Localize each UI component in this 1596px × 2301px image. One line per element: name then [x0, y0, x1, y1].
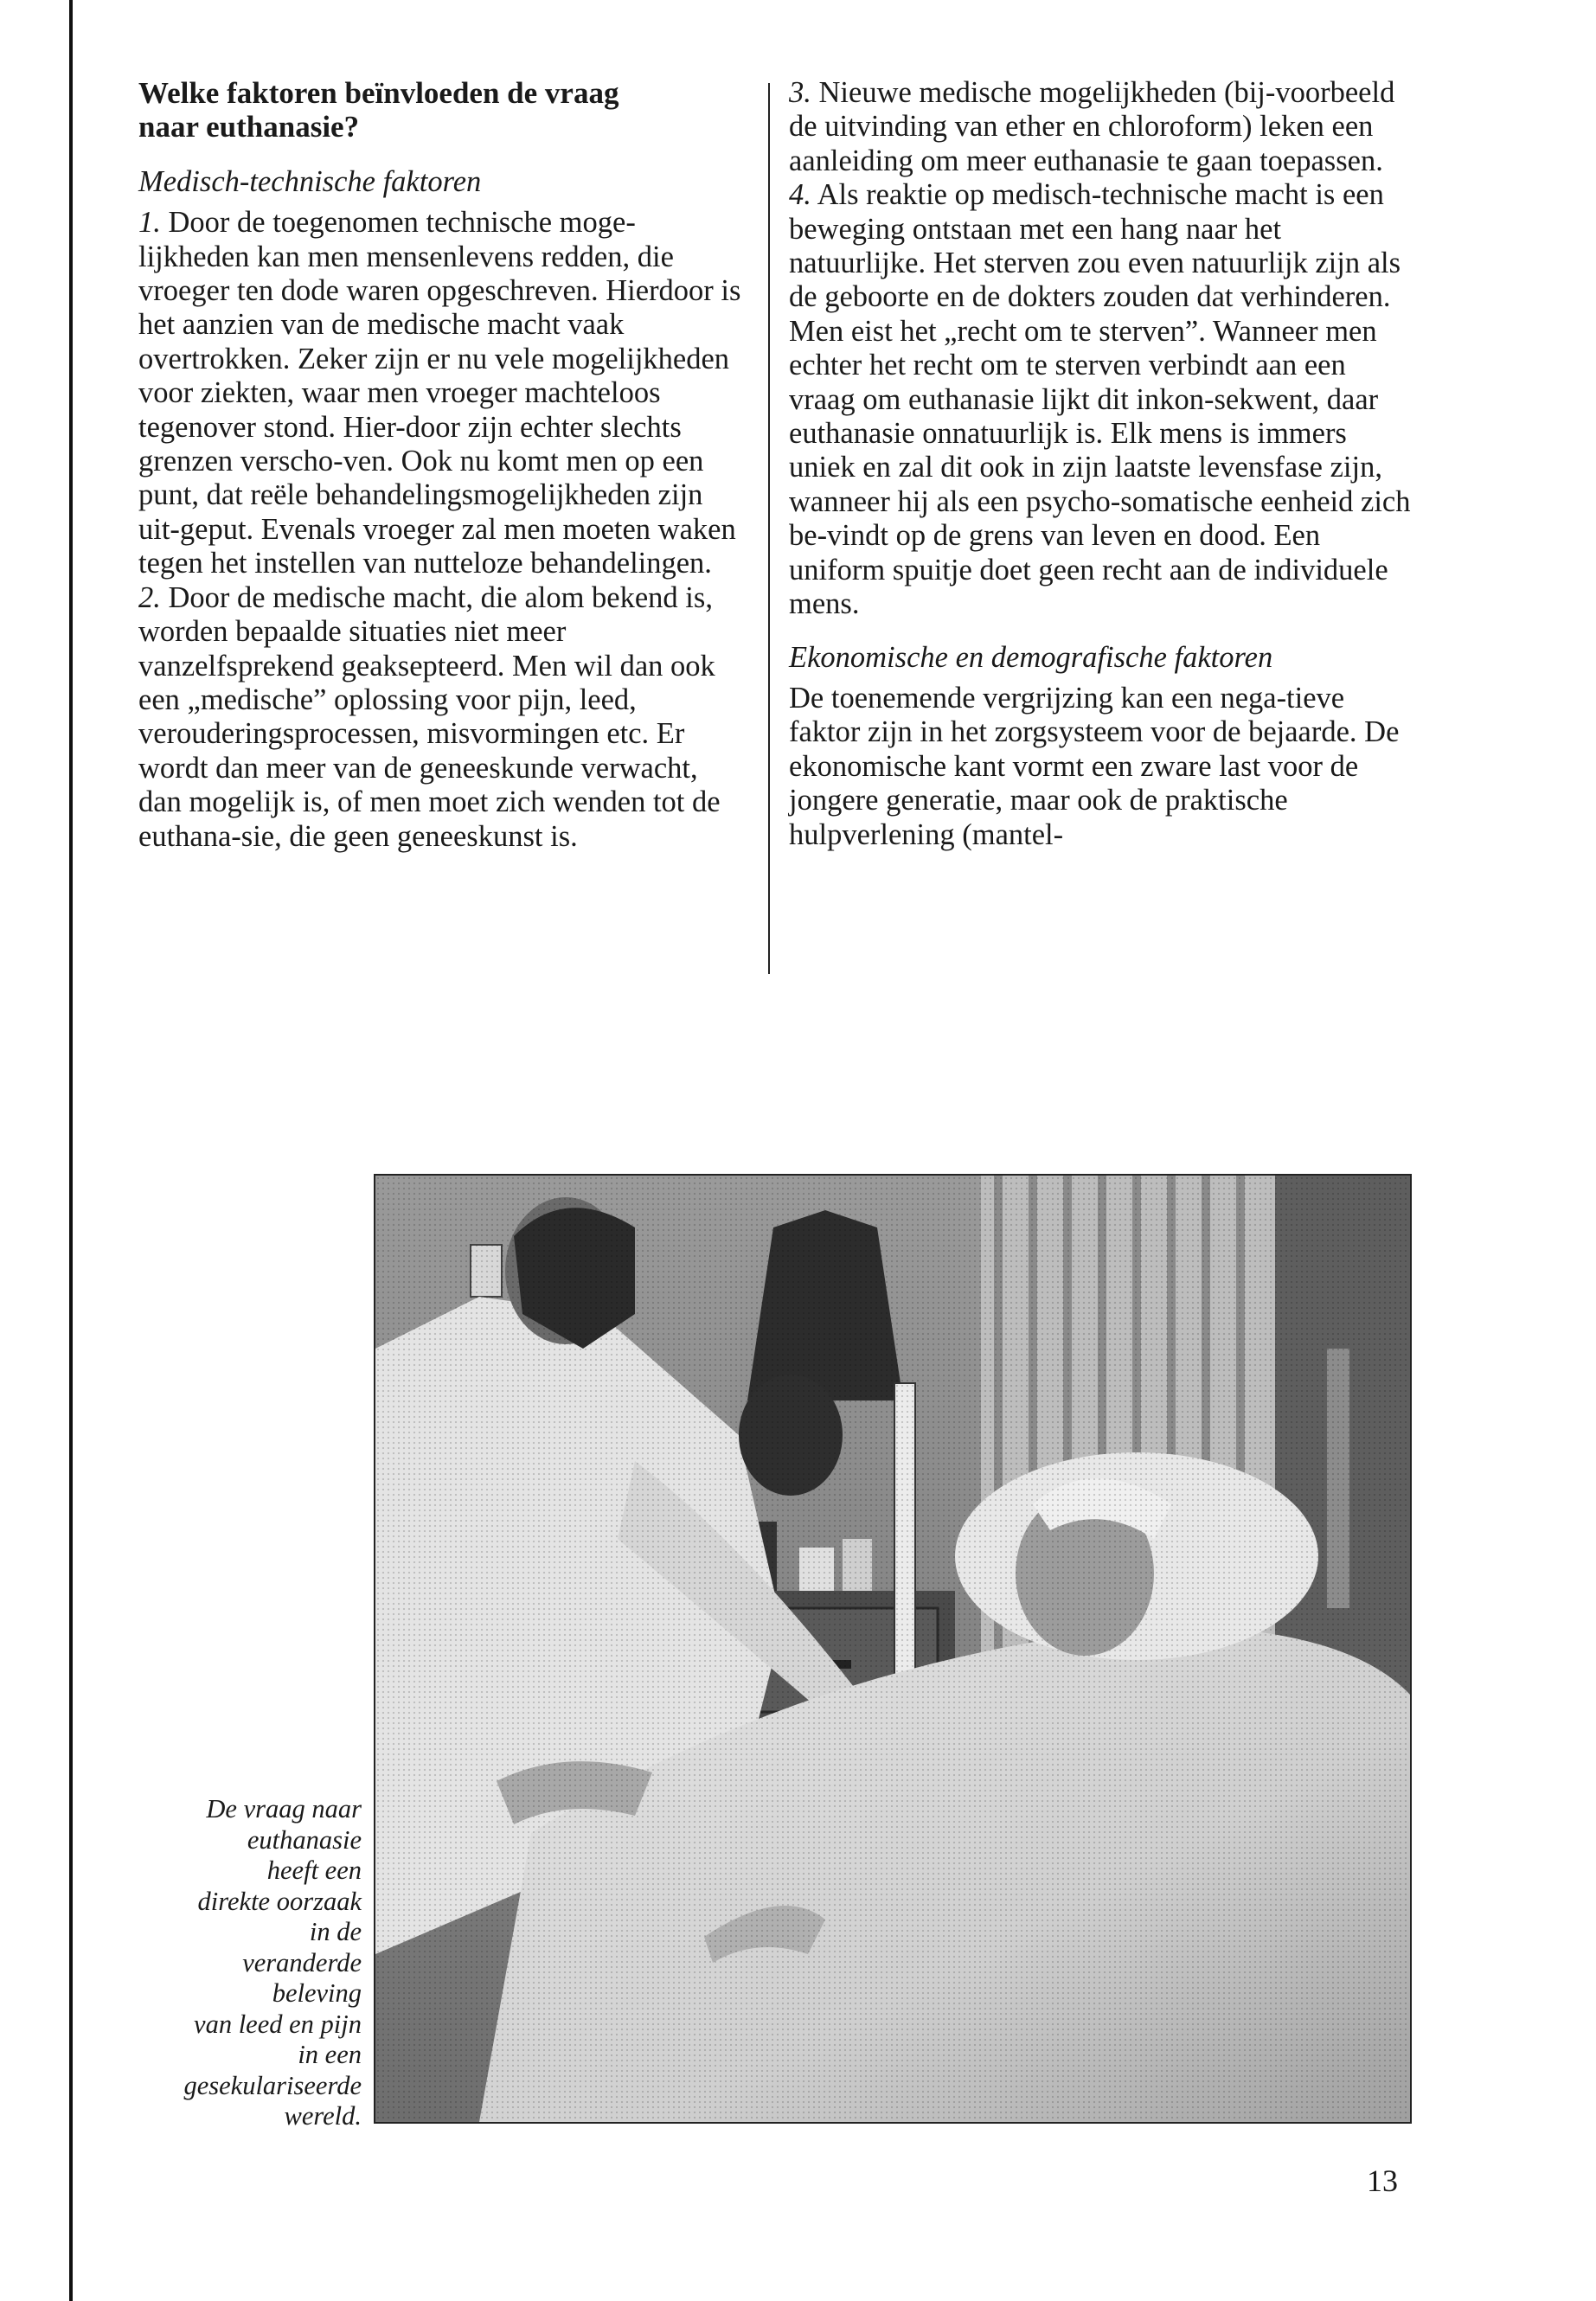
caption-line: heeft een [266, 1856, 362, 1885]
caption-line: wereld. [284, 2101, 362, 2131]
paragraph-1-number: 1. [138, 206, 161, 240]
section-title-medical: Medisch-technische faktoren [138, 164, 482, 198]
left-column [138, 76, 744, 854]
section-title-economic: Ekonomische en demografische faktoren [789, 640, 1273, 674]
caption-line: De vraag naar [206, 1794, 362, 1823]
caption-line: van leed en pijn [194, 2009, 362, 2039]
caption-line: veranderde [242, 1947, 362, 1977]
page-number: 13 [1367, 2163, 1398, 2198]
paragraph-2-text: Door de medische macht, die alom bekend is, worden bepaalde situaties niet meer vanzelfsprekend geaksepteerd. Men wil dan ook een „medische” oplossing voor pijn, leed, verouderingsprocessen, misvormingen etc. Er wordt dan meer van de geneeskunde verwacht, dan mogelijk is, of men moet zich wenden tot de euthana-sie, die geen geneeskunst is. [138, 580, 721, 853]
caption-line: in de [309, 1917, 362, 1946]
paragraph-3-text: Nieuwe medische mogelijkheden (bij-voorbeeld de uitvinding van ether en chloroform) leken een aanleiding om meer euthanasie te gaan toepassen. [789, 76, 1395, 177]
caption-line: in een [298, 2040, 362, 2069]
paragraph-3-number: 3. [789, 76, 811, 109]
photo-caption [130, 1794, 362, 2132]
paragraph-4-number: 4. [789, 178, 811, 212]
caption-line: gesekulariseerde [183, 2070, 362, 2100]
paragraph-3 [789, 76, 1412, 178]
paragraph-5: De toenemende vergrijzing kan een nega-tieve faktor zijn in het zorgsysteem voor de bejaarde. De ekonomische kant vormt een zware last voor de jongere generatie, maar ook de praktische hulpverlening (mantel- [789, 681, 1400, 851]
paragraph-4 [789, 178, 1412, 621]
heading-line-1: Welke faktoren beïnvloeden de vraag [138, 76, 619, 110]
hospital-scene-illustration [375, 1176, 1410, 2122]
caption-line: beleving [272, 1978, 362, 2008]
paragraph-1 [138, 206, 744, 580]
page-binding-edge [69, 0, 73, 2301]
right-column [789, 76, 1412, 852]
paragraph-4-text: Als reaktie op medisch-technische macht is een beweging ontstaan met een hang naar het natuurlijke. Het sterven zou even natuurlijk zijn als de geboorte en de dokters zouden dat verhinderen. Men eist het „recht om te sterven”. Wanneer men echter het recht om te sterven verbindt aan een vraag om euthanasie lijkt dit inkon-sekwent, daar euthanasie onnatuurlijk is. Elk mens is immers uniek en zal dit ook in zijn laatste levensfase zijn, wanneer hij als een psycho-somatische eenheid zich be-vindt op de grens van leven en dood. Een uniform spuitje doet geen recht aan de individuele mens. [789, 178, 1411, 621]
column-divider [768, 83, 770, 974]
paragraph-1-text: Door de toegenomen technische moge-lijkheden kan men mensenlevens redden, die vroeger ten dode waren opgeschreven. Hierdoor is het aanzien van de medische macht vaak overtrokken. Zeker zijn er nu vele mogelijkheden voor ziekten, waar men vroeger machteloos tegenover stond. Hier-door zijn echter slechts grenzen verscho-ven. Ook nu komt men op een punt, dat reële behandelingsmogelijkheden zijn uit-geput. Evenals vroeger zal men moeten waken tegen het instellen van nutteloze behandelingen. [138, 206, 741, 580]
article-heading [138, 76, 744, 144]
caption-line: direkte oorzaak [197, 1886, 362, 1916]
paragraph-2 [138, 581, 744, 854]
caption-line: euthanasie [247, 1824, 362, 1855]
paragraph-2-number: 2. [138, 580, 161, 614]
heading-line-2: naar euthanasie? [138, 110, 360, 144]
hospital-photo [374, 1174, 1412, 2124]
